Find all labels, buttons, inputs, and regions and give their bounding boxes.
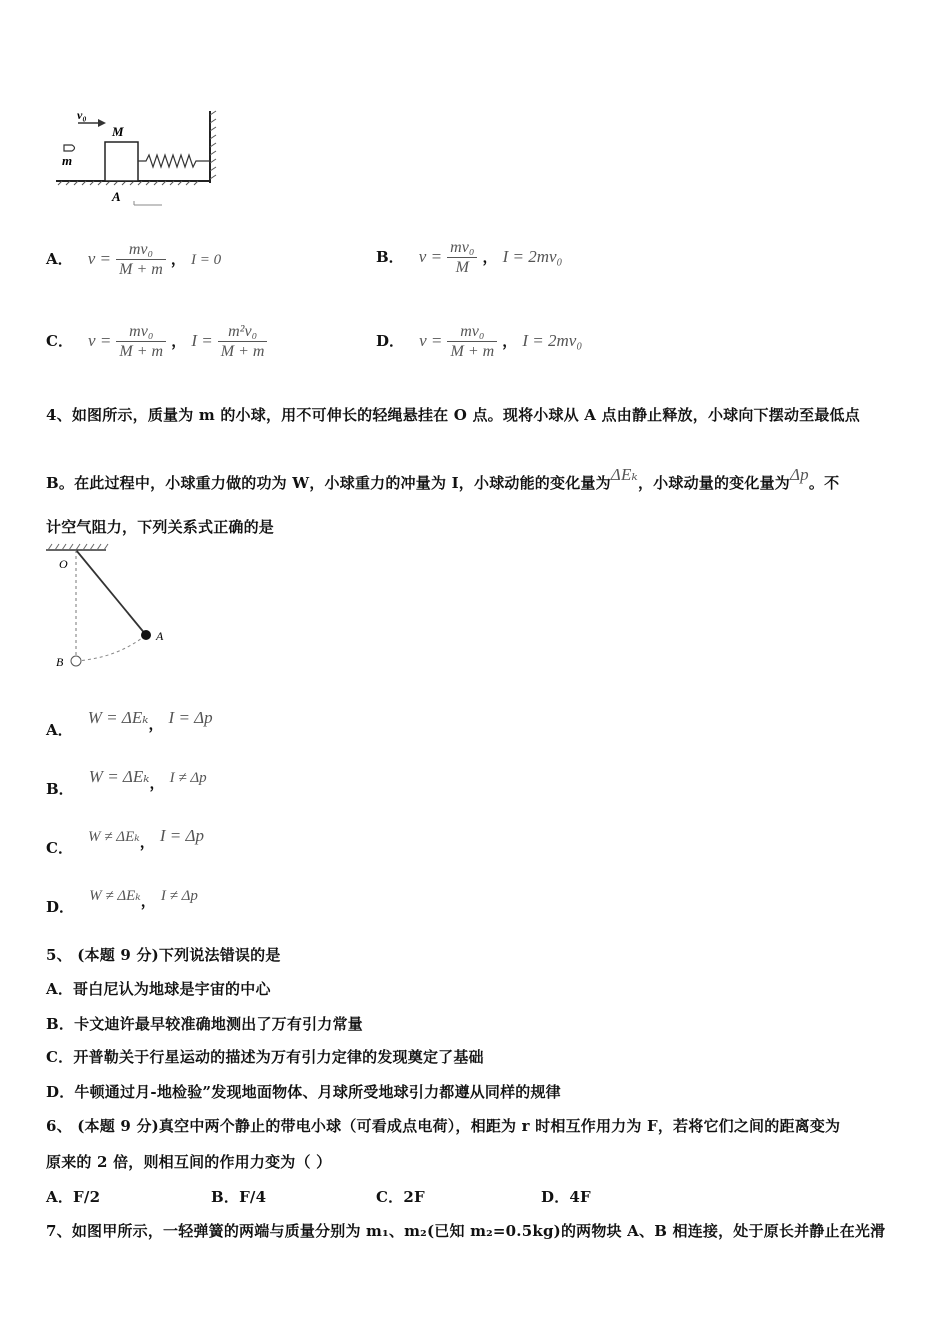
q4-line3: 计空气阻力，下列关系式正确的是 — [46, 518, 275, 536]
q5-option-d: D．牛顿通过月-地检验”发现地面物体、月球所受地球引力都遵从同样的规律 — [46, 1083, 561, 1101]
q4-line1: 4、如图所示，质量为 m 的小球，用不可伸长的轻绳悬挂在 O 点。现将小球从 A 点由静止释放，小球向下摆动至最低点 — [46, 406, 860, 424]
q6-option-b: B．F/4 — [211, 1188, 267, 1206]
q3-option-c: C． v = $\frac{\text{mv₀}}{M + m}$ ， I = $\frac{\text{m²v₀}}{M + m}$ — [46, 322, 267, 361]
q5-stem: 5、 (本题 9 分)下列说法错误的是 — [46, 946, 281, 964]
q6-option-a: A．F/2 — [46, 1188, 101, 1206]
spring — [138, 155, 210, 167]
q5-option-a: A．哥白尼认为地球是宇宙的中心 — [46, 980, 271, 998]
svg-text:m: m — [62, 153, 73, 168]
string — [76, 550, 146, 635]
q4-line2: B。在此过程中，小球重力做的功为 W，小球重力的冲量为 I，小球动能的变化量为ΔEₖ，小球动量的变化量为Δp。不 — [46, 465, 840, 492]
q7-line1: 7、如图甲所示，一轻弹簧的两端与质量分别为 m₁、m₂(已知 m₂=0.5kg)的两物块 A、B 相连接，处于原长并静止在光滑 — [46, 1222, 886, 1240]
svg-text:v₀: v₀ — [77, 108, 87, 122]
svg-text:A: A — [156, 629, 164, 643]
svg-text:O: O — [59, 557, 68, 571]
q4-option-b: B． W = ΔEₖ， I ≠ Δp — [46, 767, 207, 798]
ball-B — [71, 656, 81, 666]
q6-line2: 原来的 2 倍，则相互间的作用力变为（ ） — [46, 1153, 332, 1171]
q5-option-b: B．卡文迪许最早较准确地测出了万有引力常量 — [46, 1015, 363, 1033]
bullet — [64, 145, 75, 151]
q3-option-b: B． v = $\frac{\text{mv₀}}{M}$ ， I = 2mv₀ — [376, 239, 563, 276]
q3-figure — [50, 105, 230, 210]
q6-line1: 6、 (本题 9 分)真空中两个静止的带电小球（可看成点电荷），相距为 r 时相互作用力为 F，若将它们之间的距离变为 — [46, 1117, 841, 1135]
q6-option-c: C．2F — [376, 1188, 425, 1206]
svg-text:A: A — [112, 189, 121, 204]
block-M — [105, 142, 138, 181]
svg-text:B: B — [56, 655, 64, 669]
q3-option-d: D． v = $\frac{\text{mv₀}}{M + m}$ ， I = 2mv₀ — [376, 323, 583, 360]
q5-option-c: C．开普勒关于行星运动的描述为万有引力定律的发现奠定了基础 — [46, 1048, 484, 1066]
q4-option-a: A． W = ΔEₖ， I = Δp — [46, 708, 213, 739]
q6-option-d: D．4F — [541, 1188, 591, 1206]
q4-option-c: C． W ≠ ΔEₖ， I = Δp — [46, 826, 204, 857]
ball-A — [141, 630, 151, 640]
q4-option-d: D． W ≠ ΔEₖ， I ≠ Δp — [46, 888, 198, 916]
q4-pendulum-figure — [42, 540, 182, 670]
svg-text:M: M — [112, 124, 124, 139]
q3-option-a: A． v = $\frac{\text{mv₀}}{M + m}$ ， I = 0 — [46, 241, 222, 278]
